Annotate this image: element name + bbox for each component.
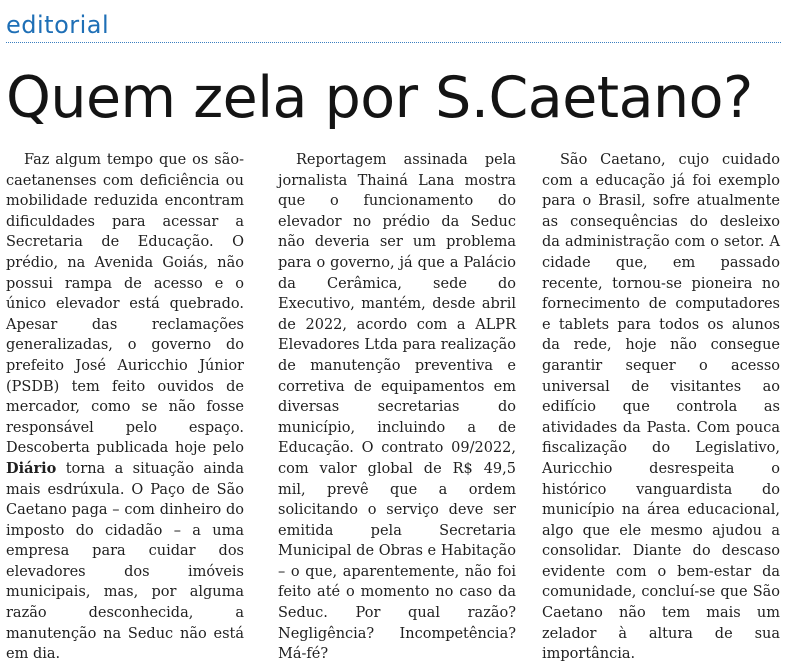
newspaper-name: Diário <box>6 459 57 477</box>
section-divider <box>6 42 781 43</box>
column-3 <box>542 150 780 665</box>
headline: Quem zela por S.Caetano? <box>6 65 753 131</box>
column-2-paragraph: Reportagem assinada pela jornalista Thainá Lana mostra que o funcionamento do elevador no prédio da Seduc não deveria ser um problema para o governo, já que a Palácio da Cerâmica, sede do Executivo, mantém, desde abril de 2022, acordo com a ALPR Elevadores Ltda para realização de manutenção preventiva e corretiva de equipamentos em diversas secretarias do município, incluindo a de Educação. O contrato 09/2022, com valor global de R$ 49,5 mil, prevê que a ordem solicitando o serviço deve ser emitida pela Secretaria Municipal de Obras e Habitação – o que, aparentemente, não foi feito até o momento no caso da Seduc. Por qual razão? Negligência? Incompetência? Má-fé? <box>278 152 516 663</box>
paragraph-text: torna a situação ainda mais esdrúxula. O Paço de São Caetano paga – com dinheiro do imposto do cidadão – a uma empresa para cuidar dos elevadores dos imóveis municipais, mas, por alguma razão desconhecida, a manutenção na Seduc não está em dia. <box>6 460 244 663</box>
column-3-paragraph: São Caetano, cujo cuidado com a educação já foi exemplo para o Brasil, sofre atualmente as consequências do desleixo da administração com o setor. A cidade que, em passado recente, tornou-se pioneira no fornecimento de computadores e tablets para todos os alunos da rede, hoje não consegue garantir sequer o acesso universal de visitantes ao edifício que controla as atividades da Pasta. Com pouca fiscalização do Legislativo, Auricchio desrespeita o histórico vanguardista do município na área educacional, algo que ele mesmo ajudou a consolidar. Diante do descaso evidente com o bem-estar da comunidade, concluí-se que São Caetano não tem mais um zelador à altura de sua importância. <box>542 152 780 663</box>
column-1 <box>6 150 244 665</box>
column-2 <box>278 150 516 665</box>
section-label: editorial <box>6 11 110 39</box>
paragraph-text: Faz algum tempo que os são-caetanenses com deficiência ou mobilidade reduzida encontram dificuldades para acessar a Secretaria de Educação. O prédio, na Avenida Goiás, não possui rampa de acesso e o único elevador está quebrado. Apesar das reclamações generalizadas, o governo do prefeito José Auricchio Júnior (PSDB) tem feito ouvidos de mercador, como se não fosse responsável pelo espaço. Descoberta publicada hoje pelo <box>6 152 244 457</box>
column-1-paragraph <box>6 150 244 665</box>
